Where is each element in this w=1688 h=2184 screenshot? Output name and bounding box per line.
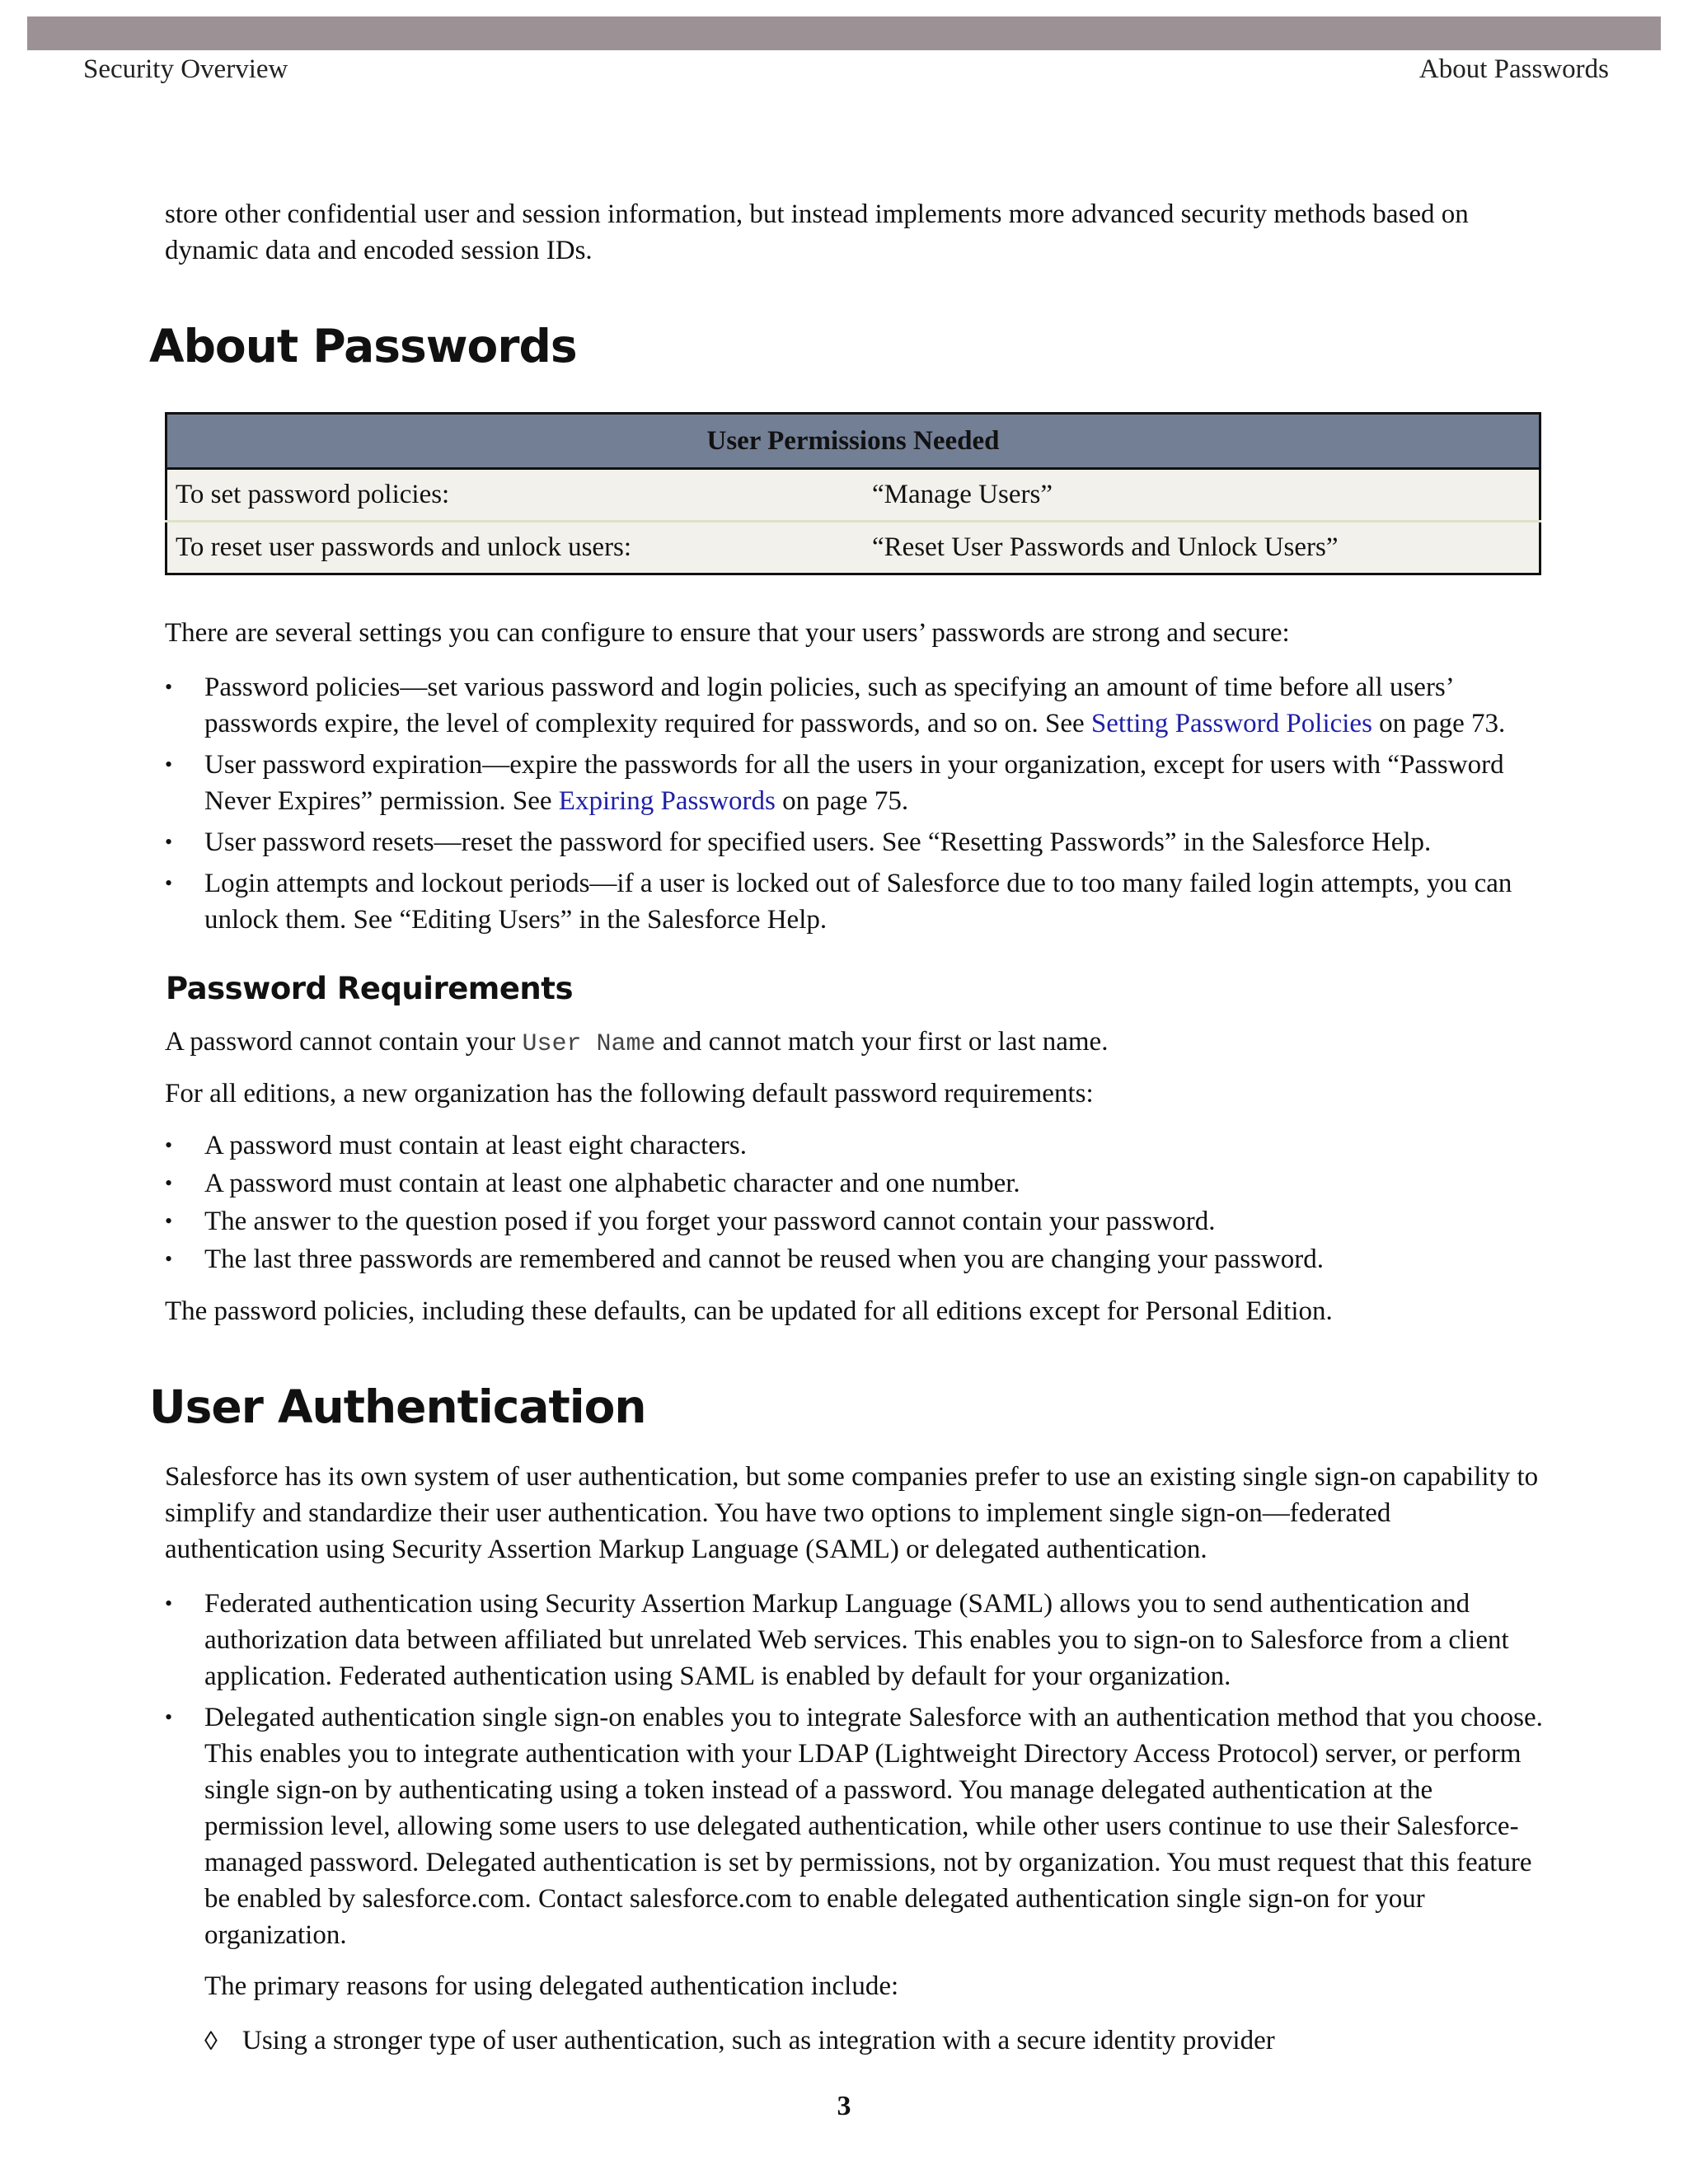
authentication-options-list [165,1586,1543,1953]
table-cell-permission: “Reset User Passwords and Unlock Users” [864,522,1540,574]
about-passwords-body [165,615,1543,938]
setting-password-policies-link[interactable]: Setting Password Policies [1090,709,1372,738]
list-item: • User password expiration—expire the passwords for all the users in your organization, except for users with “Password Never Expires” permission. See Expiring Passwords on page 75. [165,747,1543,819]
policies-closing: The password policies, including these defaults, can be updated for all editions except for Personal Edition. [165,1296,1333,1326]
settings-list [165,669,1543,938]
list-item: • Password policies—set various password and login policies, such as specifying an amount of time before all users’ passwords expire, the level of complexity required for passwords, and so on. See Setting Password Policies on page 73. [165,669,1543,742]
user-authentication-body [165,1459,1543,2059]
requirements-list [165,1127,1543,1278]
permissions-table-header: User Permissions Needed [166,414,1540,469]
running-head-left: Security Overview [83,54,288,84]
list-item: ◊ Using a stronger type of user authentication, such as integration with a secure identity provider [204,2022,1543,2059]
intro-paragraph: store other confidential user and session information, but instead implements more advanced security methods based on dynamic data and encoded session IDs. [165,199,1469,265]
list-item: • The answer to the question posed if you forget your password cannot contain your password. [165,1202,1543,1240]
settings-lead: There are several settings you can configure to ensure that your users’ passwords are strong and secure: [165,618,1290,648]
about-passwords-heading: About Passwords [149,320,577,373]
intro-paragraph-block [165,196,1543,269]
username-rule: A password cannot contain your User Name and cannot match your first or last name. [165,1027,1109,1058]
table-row [166,522,1540,574]
list-item: • The last three passwords are remembered and cannot be reused when you are changing your password. [165,1240,1543,1278]
permissions-table [165,412,1541,575]
authentication-intro: Salesforce has its own system of user authentication, but some companies prefer to use an existing single sign-on capability to simplify and standardize their user authentication. You have two options to implement single sign-on—federated authentication using Security Assertion Markup Language (SAML) or delegated authentication. [165,1462,1539,1564]
reasons-list [165,2022,1543,2059]
list-item: • A password must contain at least eight characters. [165,1127,1543,1165]
user-authentication-heading: User Authentication [149,1380,646,1433]
list-item: • User password resets—reset the password for specified users. See “Resetting Passwords” in the Salesforce Help. [165,824,1543,860]
page-number: 3 [837,2091,851,2121]
list-item: • Delegated authentication single sign-on enables you to integrate Salesforce with an authentication method that you choose. This enables you to integrate authentication with your LDAP (Lightweight Directory Access Protocol) server, or perform single sign-on by authenticating using a token instead of a password. You manage delegated authentication at the permission level, allowing some users to use delegated authentication, while other users continue to use their Salesforce-managed password. Delegated authentication is set by permissions, not by organization. You must request that this feature be enabled by salesforce.com. Contact salesforce.com to enable delegated authentication single sign-on for your organization. [165,1699,1543,1953]
password-requirements-body [165,1024,1543,1329]
header-bar [27,16,1661,50]
list-item: • A password must contain at least one alphabetic character and one number. [165,1165,1543,1202]
table-row [166,469,1540,522]
running-head-right: About Passwords [1418,54,1609,84]
reasons-lead: The primary reasons for using delegated authentication include: [204,1971,899,2001]
expiring-passwords-link[interactable]: Expiring Passwords [558,786,776,816]
table-cell-task: To reset user passwords and unlock users: [166,522,865,574]
default-requirements-lead: For all editions, a new organization has the following default password requirements: [165,1079,1094,1108]
password-requirements-heading: Password Requirements [166,971,573,1006]
list-item: • Login attempts and lockout periods—if a user is locked out of Salesforce due to too many failed login attempts, you can unlock them. See “Editing Users” in the Salesforce Help. [165,865,1543,938]
table-cell-permission: “Manage Users” [864,469,1540,522]
table-cell-task: To set password policies: [166,469,865,522]
list-item: • Federated authentication using Security Assertion Markup Language (SAML) allows you to send authentication and authorization data between affiliated but unrelated Web services. This enables you to sign-on to Salesforce from a client application. Federated authentication using SAML is enabled by default for your organization. [165,1586,1543,1694]
user-name-code: User Name [522,1030,656,1058]
